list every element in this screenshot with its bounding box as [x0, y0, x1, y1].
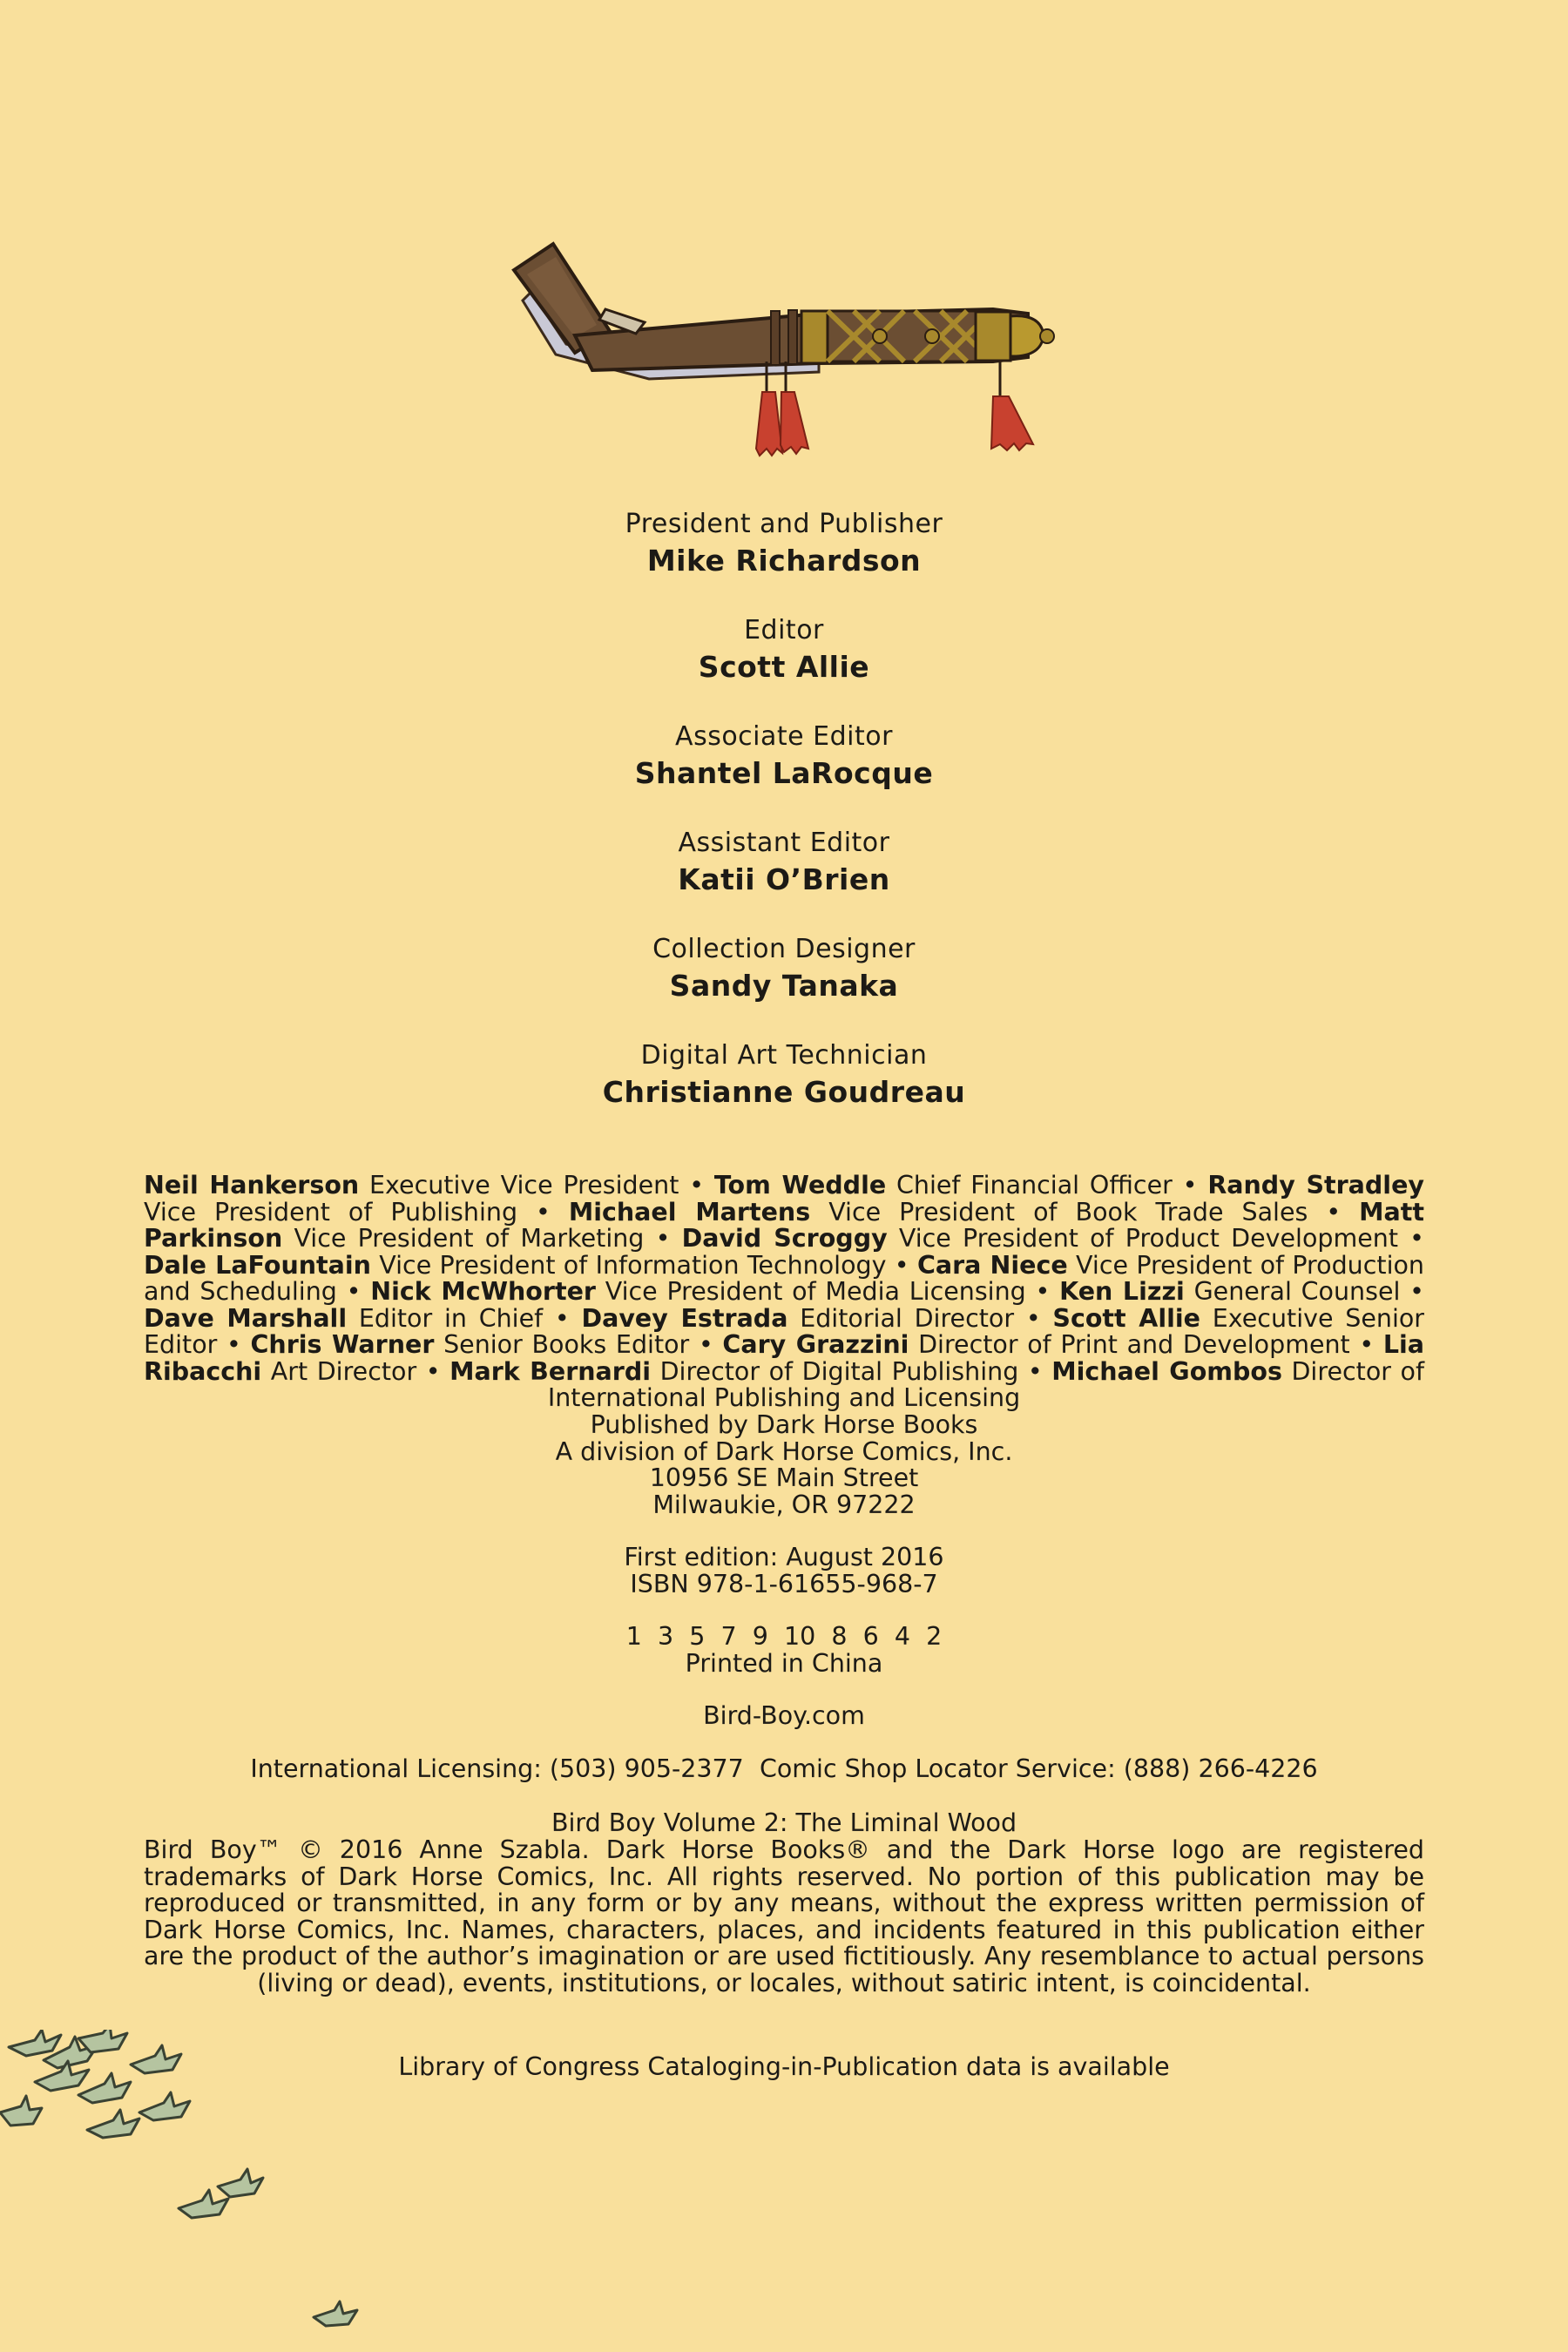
cip-notice: Library of Congress Cataloging-in-Publication data is available	[398, 2052, 1170, 2081]
bird-flock-illustration	[0, 2030, 383, 2352]
staff-name: Ken Lizzi	[1059, 1277, 1185, 1306]
edition-block	[0, 1544, 1568, 1598]
credit-role: Assistant Editor	[678, 828, 890, 858]
credit-block	[0, 613, 1568, 686]
printed-in: Printed in China	[685, 1648, 883, 1678]
staff-title: Vice President of Marketing	[294, 1224, 645, 1253]
staff-name: Mark Bernardi	[449, 1356, 652, 1386]
staff-name: Nick McWhorter	[370, 1277, 596, 1306]
staff-title: Executive Vice President	[369, 1171, 679, 1200]
isbn: ISBN 978-1-61655-968-7	[630, 1569, 938, 1598]
staff-title: Editorial Director	[800, 1303, 1015, 1333]
credits-list	[0, 507, 1568, 1145]
staff-title: Senior Books Editor	[443, 1330, 690, 1359]
credit-role: Collection Designer	[652, 934, 916, 964]
staff-name: David Scroggy	[681, 1224, 888, 1253]
staff-title: Director of Digital Publishing	[659, 1356, 1019, 1386]
staff-title: General Counsel	[1193, 1277, 1401, 1306]
staff-name: Dale LaFountain	[144, 1250, 371, 1280]
staff-list: Neil Hankerson Executive Vice President • Tom Weddle Chief Financial Officer • Randy Stradley Vice President of Publishing • Michael Martens Vice President of Book Trade Sales • Matt Parkinson Vice President of Marketing • David Scroggy Vice President of Product Development • Dale LaFountain Vice President of Information Technology • Cara Niece Vice President of Production and Scheduling • Nick McWhorter Vice President of Media Licensing • Ken Lizzi General Counsel • Dave Marshall Editor in Chief • Davey Estrada Editorial Director • Scott Allie Executive Senior Editor • Chris Warner Senior Books Editor • Cary Grazzini Director of Print and Development • Lia Ribacchi Art Director • Mark Bernardi Director of Digital Publishing • Michael Gombos Director of International Publishing and Licensing	[144, 1171, 1425, 1412]
staff-name: Davey Estrada	[581, 1303, 788, 1333]
bird-icon	[131, 2045, 181, 2073]
credit-role: Digital Art Technician	[640, 1040, 928, 1071]
credit-name: Mike Richardson	[646, 544, 922, 578]
staff-title: Vice President of Media Licensing	[605, 1277, 1026, 1306]
first-edition: First edition: August 2016	[624, 1543, 944, 1571]
staff-title: Vice President of Information Technology	[379, 1250, 887, 1280]
staff-title: Art Director	[270, 1356, 417, 1386]
bird-icon	[87, 2110, 139, 2138]
staff-name: Matt Parkinson	[144, 1197, 1424, 1253]
staff-title: Executive Senior Editor	[144, 1303, 1425, 1359]
credit-block	[0, 720, 1568, 793]
bird-icon	[78, 2073, 131, 2103]
website: Bird-Boy.com	[703, 1701, 865, 1730]
staff-name: Cara Niece	[916, 1250, 1068, 1280]
printing-block	[0, 1624, 1568, 1677]
staff-name: Michael Martens	[568, 1197, 811, 1227]
credit-block	[0, 507, 1568, 580]
staff-name: Lia Ribacchi	[144, 1330, 1425, 1386]
staff-title: Vice President of Publishing	[144, 1197, 518, 1227]
staff-name: Chris Warner	[250, 1330, 435, 1359]
tassel-left	[756, 392, 808, 456]
staff-title: Director of International Publishing and Licensing	[547, 1356, 1424, 1412]
staff-title: Editor in Chief	[358, 1303, 544, 1333]
bird-icon	[179, 2190, 228, 2218]
staff-title: Vice President of Production and Scheduling	[144, 1250, 1424, 1306]
bird-icon	[139, 2092, 190, 2120]
credit-role: Editor	[744, 615, 824, 645]
bird-icon	[9, 2030, 61, 2056]
staff-name: Michael Gombos	[1051, 1356, 1282, 1386]
publisher-street: 10956 SE Main Street	[649, 1463, 919, 1492]
staff-name: Scott Allie	[1052, 1303, 1200, 1333]
publisher-city: Milwaukie, OR 97222	[652, 1490, 916, 1519]
staff-name: Cary Grazzini	[722, 1330, 909, 1359]
tassel-right	[991, 396, 1033, 450]
publisher-line: Published by Dark Horse Books	[590, 1410, 978, 1439]
credit-name: Shantel LaRocque	[634, 756, 934, 790]
sheathed-blade-illustration	[505, 231, 1080, 462]
credit-name: Scott Allie	[698, 650, 870, 684]
bird-icon	[314, 2301, 357, 2326]
bird-icon	[218, 2169, 263, 2197]
staff-name: Dave Marshall	[144, 1303, 348, 1333]
credit-role: Associate Editor	[675, 721, 893, 752]
publisher-block	[0, 1412, 1568, 1518]
credit-block	[0, 932, 1568, 1005]
staff-name: Neil Hankerson	[144, 1171, 360, 1200]
staff-title: Director of Print and Development	[918, 1330, 1350, 1359]
staff-name: Randy Stradley	[1207, 1171, 1424, 1200]
credit-name: Sandy Tanaka	[669, 969, 899, 1003]
bird-icon	[0, 2096, 42, 2126]
credit-block	[0, 1038, 1568, 1112]
book-title: Bird Boy Volume 2: The Liminal Wood	[551, 1808, 1017, 1837]
credit-name: Christianne Goudreau	[602, 1075, 966, 1109]
staff-title: Vice President of Product Development	[898, 1224, 1399, 1253]
publisher-division: A division of Dark Horse Comics, Inc.	[555, 1436, 1013, 1466]
staff-title: Vice President of Book Trade Sales	[828, 1197, 1308, 1227]
credit-block	[0, 826, 1568, 899]
staff-title: Chief Financial Officer	[896, 1171, 1173, 1200]
credit-role: President and Publisher	[625, 509, 943, 539]
printing-number-line: 1 3 5 7 9 10 8 6 4 2	[625, 1622, 943, 1651]
staff-name: Tom Weddle	[713, 1171, 887, 1200]
legal-notice: Bird Boy™ © 2016 Anne Szabla. Dark Horse Books® and the Dark Horse logo are registered trademarks of Dark Horse Comics, Inc. All rights reserved. No portion of this publication may be reproduced or transmitted, in any form or by any means, without the express written permission of Dark Horse Comics, Inc. Names, characters, places, and incidents featured in this publication either are the product of the author’s imagination or are used fictitiously. Any resemblance to actual persons (living or dead), events, institutions, or locales, without satiric intent, is coincidental.	[144, 1835, 1424, 1997]
contact-line: International Licensing: (503) 905-2377 Comic Shop Locator Service: (888) 266-4226	[250, 1754, 1318, 1783]
credit-name: Katii O’Brien	[678, 862, 890, 896]
